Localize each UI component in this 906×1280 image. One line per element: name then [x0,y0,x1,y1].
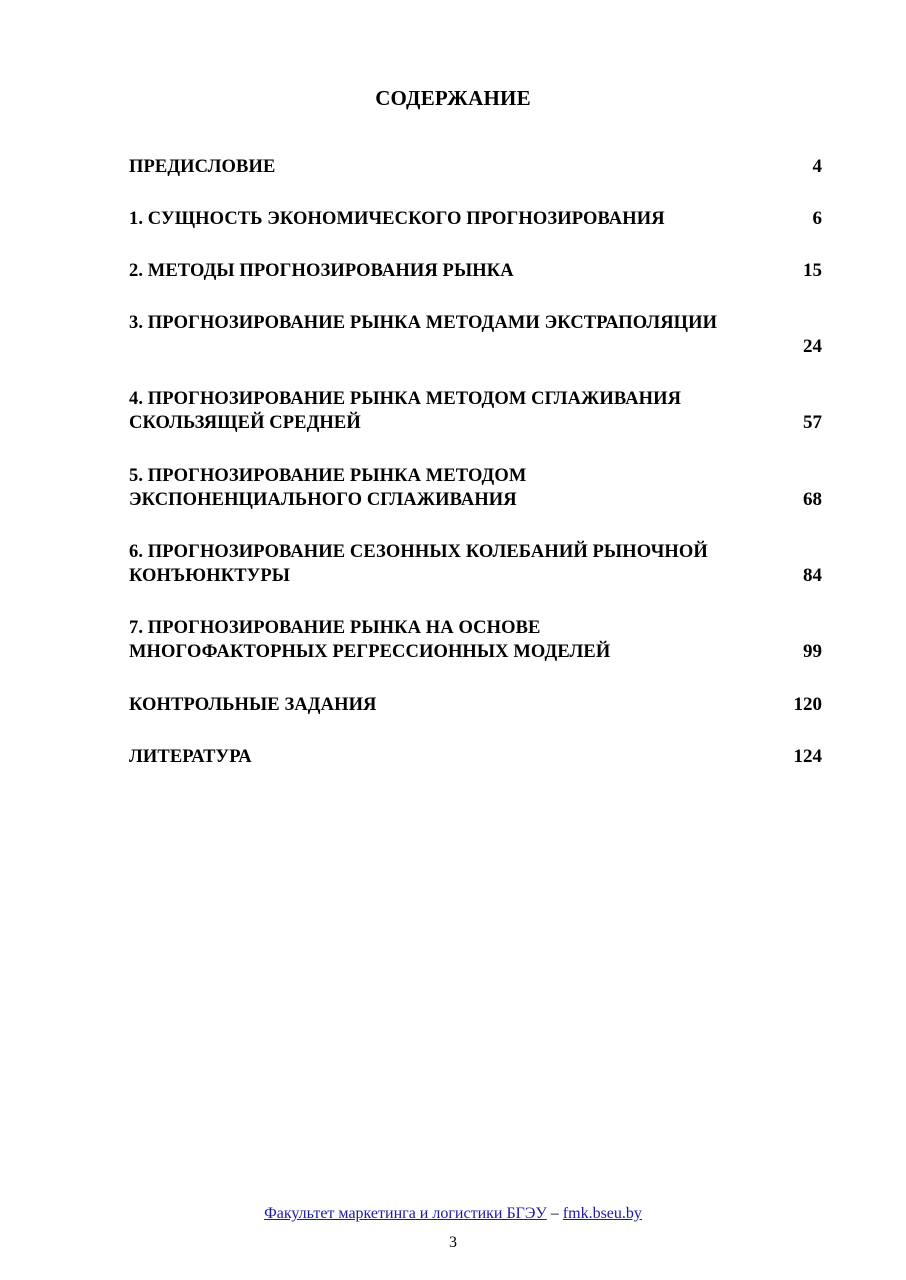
toc-entry-page: 6 [812,208,822,229]
toc-entry-title-line-2: КОНЪЮНКТУРЫ [129,566,291,586]
page-footer [0,1205,906,1223]
toc-entry-page: 124 [793,746,822,767]
toc-entry-title-line-1: 6. ПРОГНОЗИРОВАНИЕ СЕЗОННЫХ КОЛЕБАНИЙ РЫНОЧНОЙ [129,542,708,562]
toc-entry-title: 2. МЕТОДЫ ПРОГНОЗИРОВАНИЯ РЫНКА [129,261,514,281]
toc-entry-page: 15 [803,260,822,281]
page-title: СОДЕРЖАНИЕ [375,86,531,110]
toc-entry-page: 68 [803,489,822,510]
toc-entry-literature[interactable] [129,745,822,769]
toc-entry-assignments[interactable] [129,693,822,717]
toc-entry-title-line-2: МНОГОФАКТОРНЫХ РЕГРЕССИОННЫХ МОДЕЛЕЙ [129,642,611,662]
toc-entry-page: 4 [812,156,822,177]
toc-entry-preface[interactable] [129,155,822,179]
toc-entry-chapter-4[interactable] [129,387,822,435]
toc-entry-title-line-2: ЭКСПОНЕНЦИАЛЬНОГО СГЛАЖИВАНИЯ [129,490,517,510]
toc-entry-chapter-1[interactable] [129,207,822,231]
page-number: 3 [449,1234,457,1251]
toc-entry-title: 1. СУЩНОСТЬ ЭКОНОМИЧЕСКОГО ПРОГНОЗИРОВАНИЯ [129,209,665,229]
toc-entry-title-line-2: СКОЛЬЗЯЩЕЙ СРЕДНЕЙ [129,413,361,433]
toc-entry-page: 84 [803,565,822,586]
toc-entry-page: 99 [803,641,822,662]
toc-entry-title-line-1: 5. ПРОГНОЗИРОВАНИЕ РЫНКА МЕТОДОМ [129,466,527,486]
toc-entry-chapter-3[interactable] [129,311,822,357]
toc-entry-chapter-5[interactable] [129,464,822,512]
footer-separator: – [550,1205,559,1222]
site-link[interactable]: fmk.bseu.by [562,1205,642,1222]
toc-entry-title: 3. ПРОГНОЗИРОВАНИЕ РЫНКА МЕТОДАМИ ЭКСТРАПОЛЯЦИИ [129,313,718,333]
toc-entry-page: 24 [803,336,822,357]
toc-entry-title: КОНТРОЛЬНЫЕ ЗАДАНИЯ [129,695,377,715]
toc-entry-title: ПРЕДИСЛОВИЕ [129,157,276,177]
toc-entry-title-line-1: 7. ПРОГНОЗИРОВАНИЕ РЫНКА НА ОСНОВЕ [129,618,541,638]
toc-entry-title-line-1: 4. ПРОГНОЗИРОВАНИЕ РЫНКА МЕТОДОМ СГЛАЖИВАНИЯ [129,389,682,409]
toc-entry-title: ЛИТЕРАТУРА [129,747,252,767]
toc-entry-chapter-2[interactable] [129,259,822,283]
toc-entry-chapter-7[interactable] [129,616,822,664]
toc-entry-page: 57 [803,412,822,433]
faculty-link[interactable]: Факультет маркетинга и логистики БГЭУ [264,1205,547,1222]
toc-entry-chapter-6[interactable] [129,540,822,588]
toc-entry-page: 120 [793,694,822,715]
